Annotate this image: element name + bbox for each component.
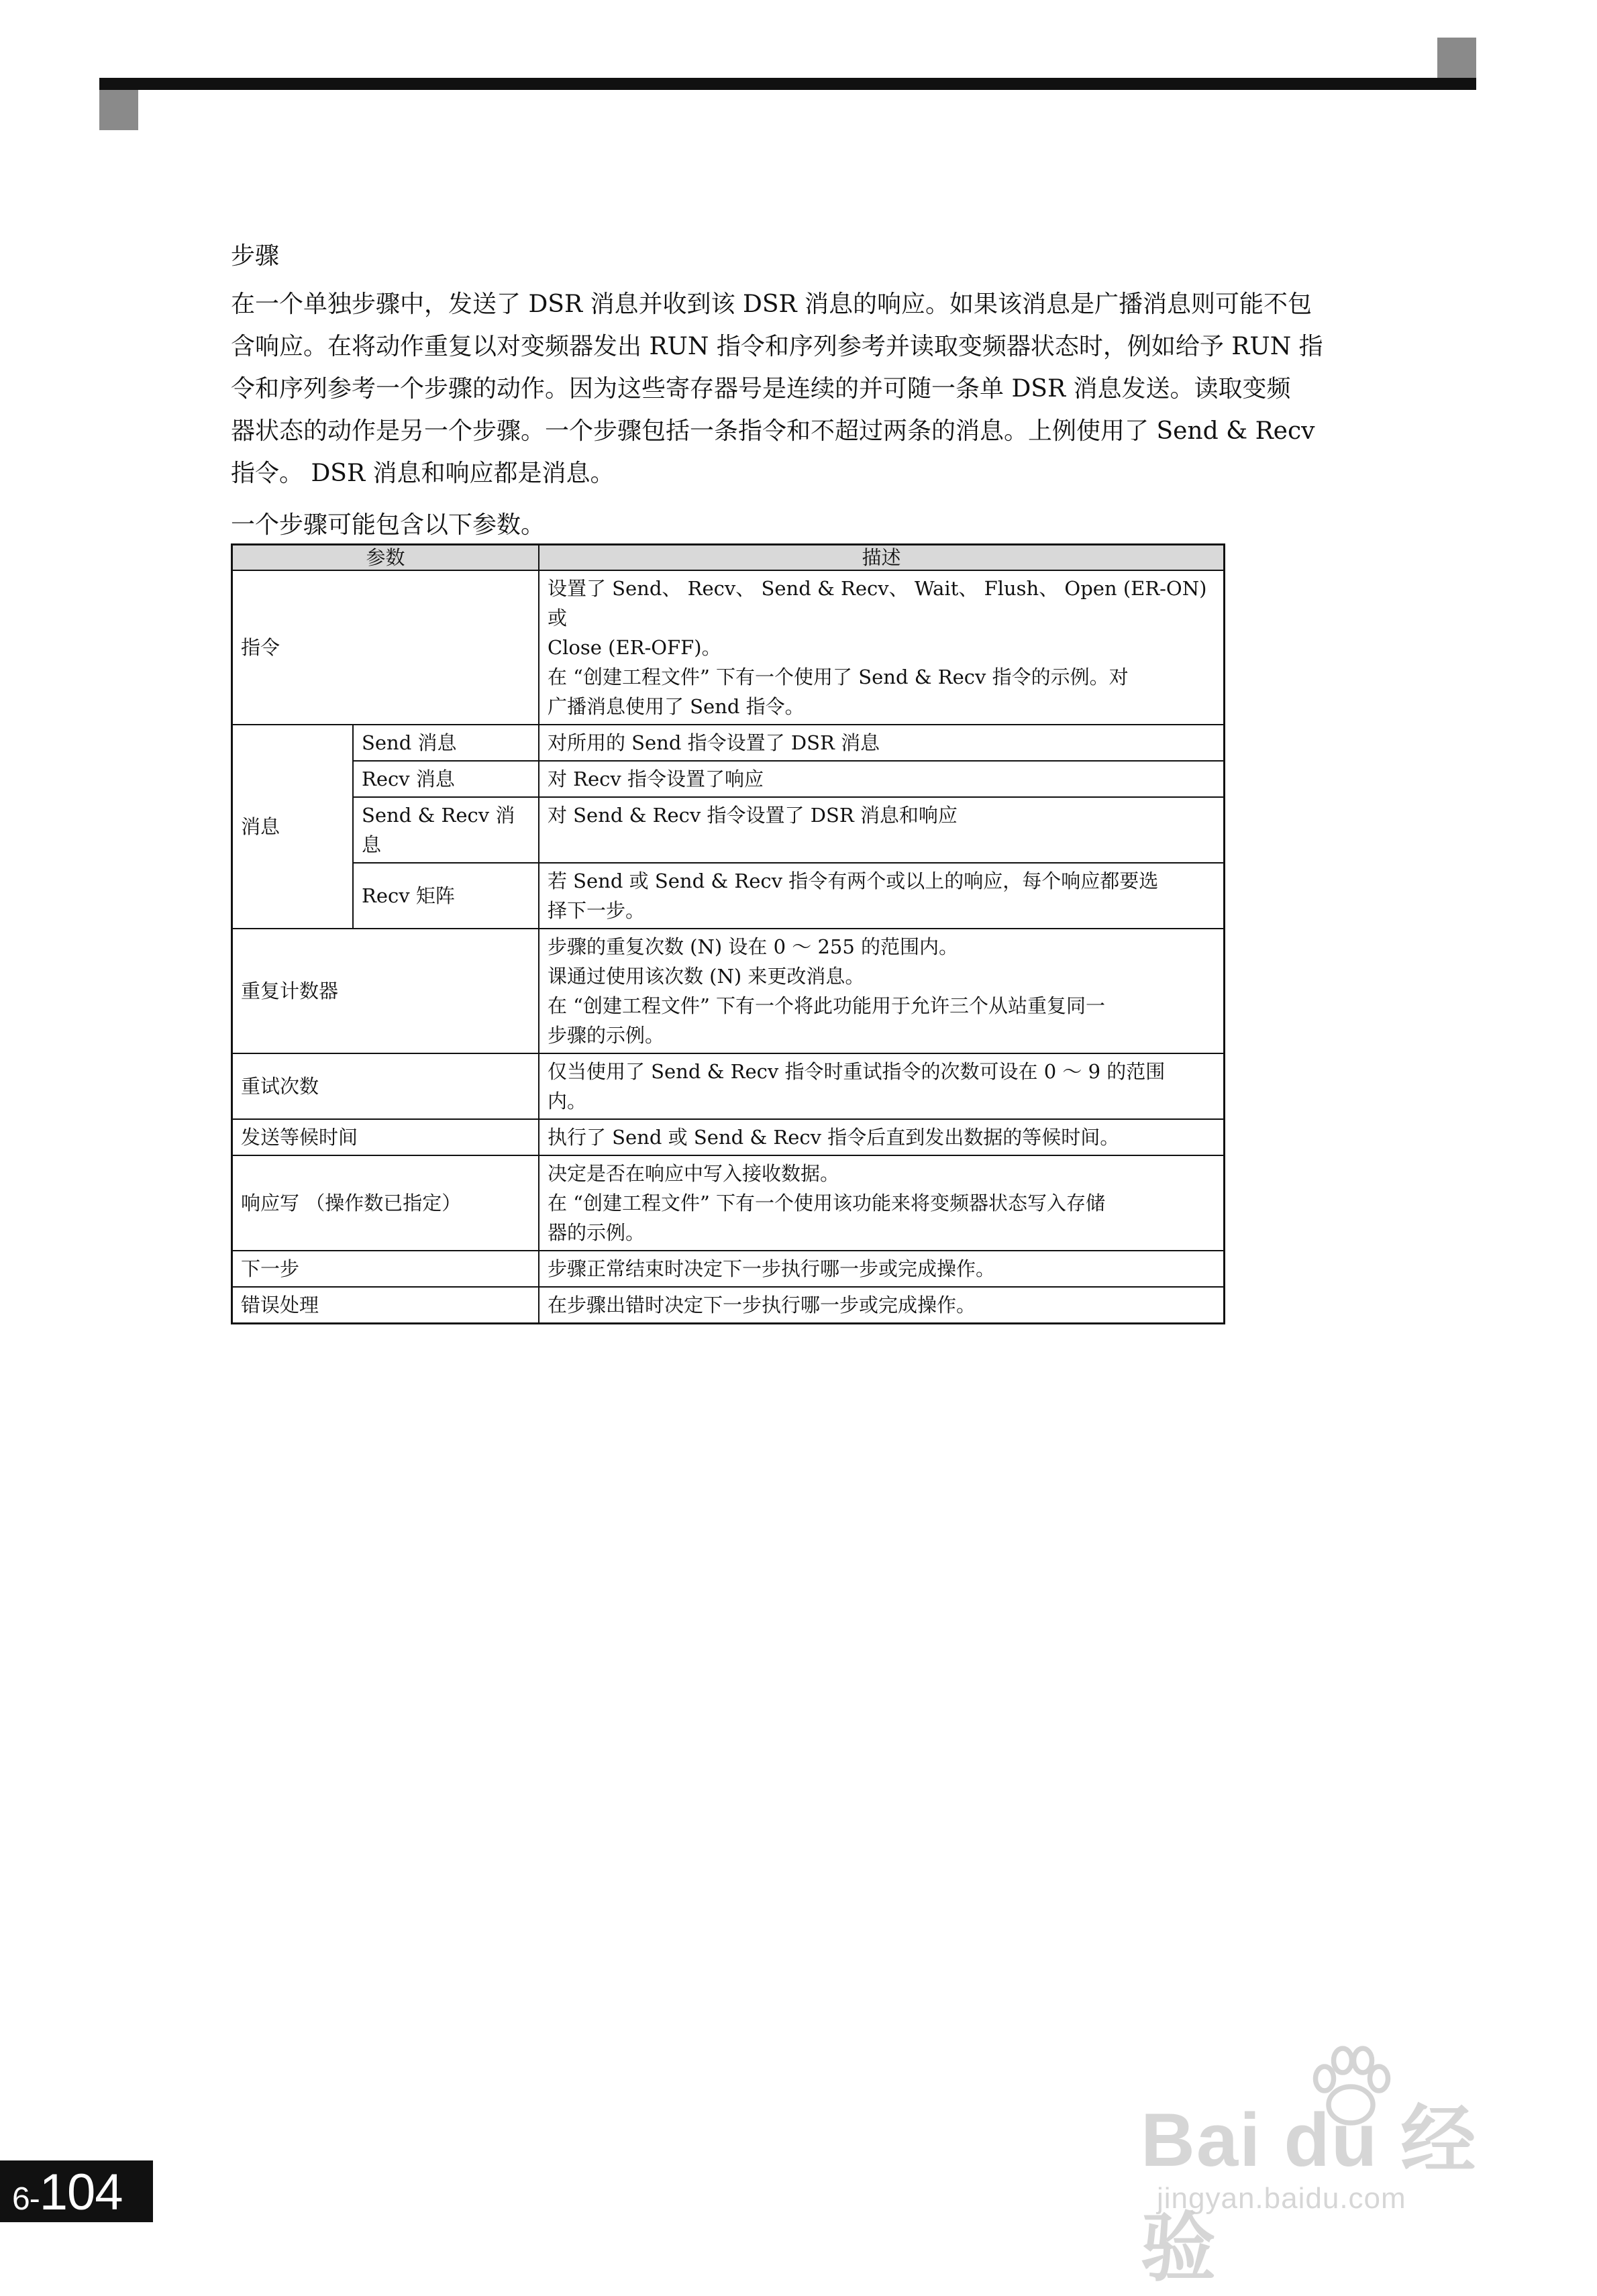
paragraph-line: 指令。 DSR 消息和响应都是消息。: [231, 460, 615, 487]
desc-line: Close (ER-OFF)。: [547, 636, 721, 659]
header-param: 参数: [232, 545, 539, 571]
table-row: [232, 570, 1225, 725]
sub-param-recv-matrix: Recv 矩阵: [353, 863, 539, 929]
table-row: [232, 863, 1225, 929]
header-corner-mark-right: [1437, 38, 1476, 78]
table-row: [232, 1287, 1225, 1324]
page-value: 104: [39, 2164, 123, 2221]
param-command: 指令: [232, 570, 539, 725]
desc-line: 对 Recv 指令设置了响应: [547, 768, 764, 790]
chapter-prefix: 6-: [12, 2181, 40, 2217]
desc-line: 在 “创建工程文件” 下有一个使用该功能来将变频器状态写入存储: [547, 1192, 1106, 1214]
desc-command: [539, 570, 1225, 725]
desc-recv-message: [539, 761, 1225, 797]
sub-param-send-message: Send 消息: [353, 725, 539, 761]
desc-line: 在 “创建工程文件” 下有一个使用了 Send & Recv 指令的示例。对: [547, 666, 1129, 688]
desc-line: 择下一步。: [547, 899, 645, 922]
baidu-watermark: [1141, 2026, 1516, 2290]
watermark-url: jingyan.baidu.com: [1157, 2182, 1406, 2215]
watermark-logo: Bai du 经验: [1141, 2098, 1478, 2290]
param-next-step: 下一步: [232, 1251, 539, 1287]
desc-retry-count: [539, 1053, 1225, 1119]
desc-line: 步骤正常结束时决定下一步执行哪一步或完成操作。: [547, 1257, 995, 1280]
desc-line: 若 Send 或 Send & Recv 指令有两个或以上的响应，每个响应都要选: [547, 870, 1159, 892]
paragraph-line: 在一个单独步骤中，发送了 DSR 消息并收到该 DSR 消息的响应。如果该消息是广播消息则可能不包: [231, 291, 1312, 318]
desc-line: 在步骤出错时决定下一步执行哪一步或完成操作。: [547, 1294, 976, 1316]
param-repeat-counter: 重复计数器: [232, 929, 539, 1053]
table-intro: 一个步骤可能包含以下参数。: [231, 511, 546, 539]
section-heading: 步骤: [231, 242, 280, 270]
desc-line: 决定是否在响应中写入接收数据。: [547, 1162, 839, 1185]
page-number: [12, 2166, 123, 2226]
desc-response-write: [539, 1155, 1225, 1251]
body-paragraph: [231, 283, 1425, 494]
paragraph-line: 令和序列参考一个步骤的动作。因为这些寄存器号是连续的并可随一条单 DSR 消息发送。读取变频: [231, 375, 1291, 403]
param-retry-count: 重试次数: [232, 1053, 539, 1119]
table-row: [232, 1053, 1225, 1119]
paragraph-line: 器状态的动作是另一个步骤。一个步骤包括一条指令和不超过两条的消息。上例使用了 Send & Recv: [231, 417, 1315, 445]
header-corner-mark-left: [99, 90, 138, 130]
desc-next-step: [539, 1251, 1225, 1287]
desc-line: 对所用的 Send 指令设置了 DSR 消息: [547, 731, 880, 754]
desc-line: 仅当使用了 Send & Recv 指令时重试指令的次数可设在 0 ～ 9 的范围: [547, 1060, 1166, 1083]
table-header-row: [232, 545, 1225, 571]
desc-line: 在 “创建工程文件” 下有一个将此功能用于允许三个从站重复同一: [547, 994, 1106, 1017]
desc-line: 执行了 Send 或 Send & Recv 指令后直到发出数据的等候时间。: [547, 1126, 1120, 1149]
desc-line: 课通过使用该次数 (N) 来更改消息。: [547, 965, 865, 988]
desc-error-handling: [539, 1287, 1225, 1324]
header-desc: 描述: [539, 545, 1225, 571]
table-row: [232, 1119, 1225, 1155]
paragraph-line: 含响应。在将动作重复以对变频器发出 RUN 指令和序列参考并读取变频器状态时，例如给予 RUN 指: [231, 333, 1323, 360]
desc-line: 器的示例。: [547, 1221, 645, 1244]
parameter-table: [231, 543, 1225, 1324]
page-content: [231, 235, 1425, 547]
param-response-write: 响应写 （操作数已指定）: [232, 1155, 539, 1251]
header-rule: [99, 78, 1476, 90]
param-message: 消息: [232, 725, 354, 929]
desc-line: 对 Send & Recv 指令设置了 DSR 消息和响应: [547, 804, 958, 827]
table-row: [232, 929, 1225, 1053]
table-row: [232, 725, 1225, 761]
sub-param-recv-message: Recv 消息: [353, 761, 539, 797]
desc-send-wait-time: [539, 1119, 1225, 1155]
desc-line: 设置了 Send、 Recv、 Send & Recv、 Wait、 Flush、 Open (ER-ON) 或: [547, 577, 1207, 629]
table-row: [232, 797, 1225, 863]
table-row: [232, 1251, 1225, 1287]
table-row: [232, 1155, 1225, 1251]
desc-send-message: [539, 725, 1225, 761]
desc-line: 广播消息使用了 Send 指令。: [547, 695, 805, 718]
desc-line: 步骤的重复次数 (N) 设在 0 ～ 255 的范围内。: [547, 935, 959, 958]
param-send-wait-time: 发送等候时间: [232, 1119, 539, 1155]
desc-send-recv-message: [539, 797, 1225, 863]
desc-line: 步骤的示例。: [547, 1024, 664, 1047]
sub-param-send-recv-message: Send & Recv 消息: [353, 797, 539, 863]
page-number-box: [0, 2160, 153, 2222]
desc-repeat-counter: [539, 929, 1225, 1053]
desc-recv-matrix: [539, 863, 1225, 929]
param-error-handling: 错误处理: [232, 1287, 539, 1324]
table-row: [232, 761, 1225, 797]
desc-line: 内。: [547, 1090, 586, 1112]
